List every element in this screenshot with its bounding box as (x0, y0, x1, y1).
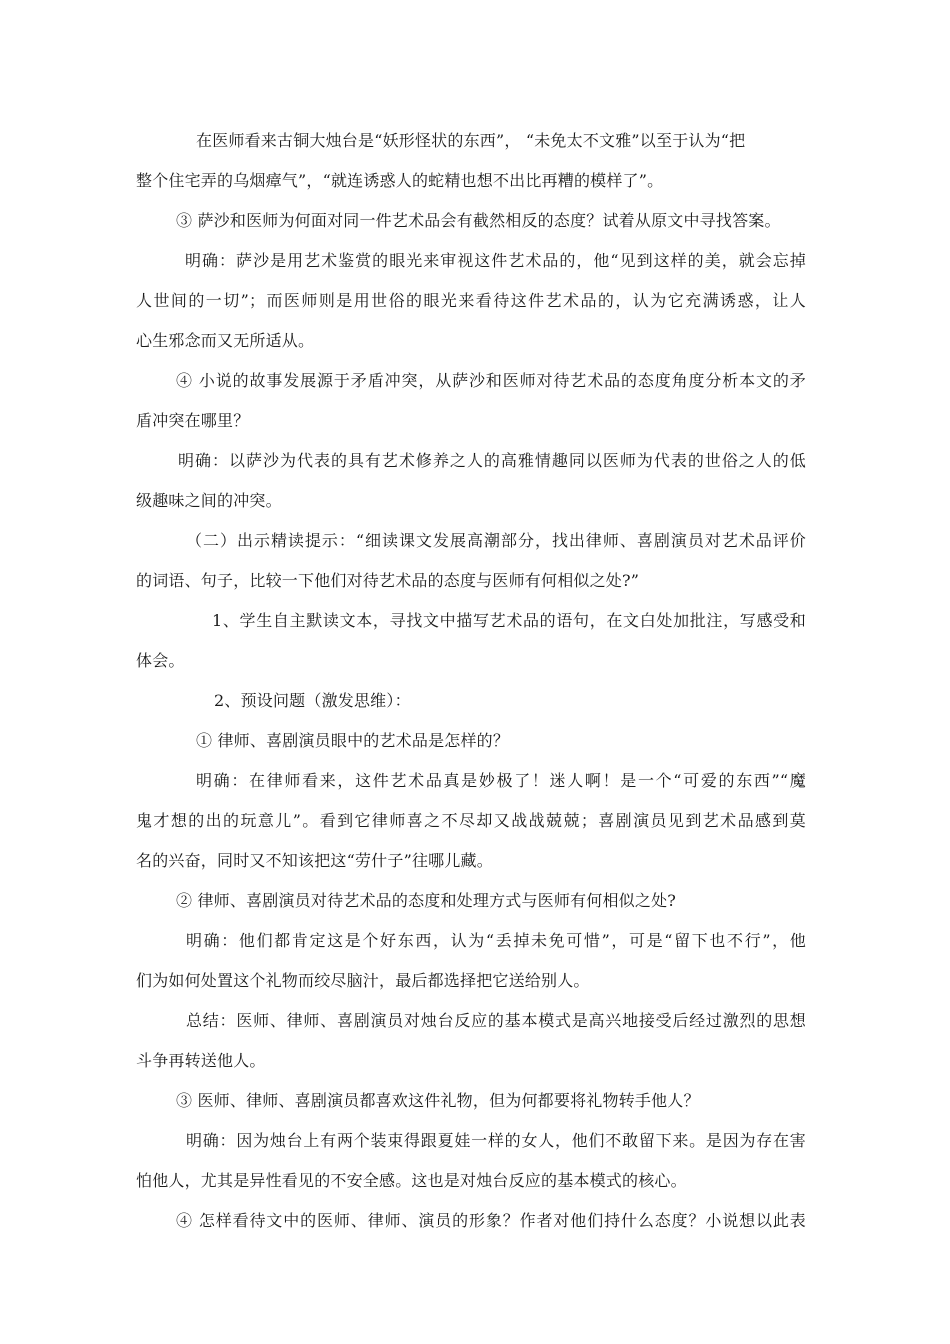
paragraph-line: 心生邪念而又无所适从。 (136, 331, 315, 350)
paragraph-line: 明确：因为烛台上有两个装束得跟夏娃一样的女人，他们不敢留下来。是因为存在害 (186, 1131, 806, 1150)
paragraph-line: 怕他人，尤其是异性看见的不安全感。这也是对烛台反应的基本模式的核心。 (136, 1171, 687, 1190)
question-4-line: ④ 小说的故事发展源于矛盾冲突，从萨沙和医师对待艺术品的态度角度分析本文的矛 (176, 371, 806, 390)
paragraph-line: 的词语、句子，比较一下他们对待艺术品的态度与医师有何相似之处?” (136, 571, 640, 590)
paragraph-line: 明确：在律师看来，这件艺术品真是妙极了！迷人啊！是一个“可爱的东西”“魔 (196, 771, 806, 790)
paragraph-line: 盾冲突在哪里？ (136, 411, 250, 430)
paragraph-line: 明确：以萨沙为代表的具有艺术修养之人的高雅情趣同以医师为代表的世俗之人的低 (178, 451, 806, 470)
question-4b-line: ④ 怎样看待文中的医师、律师、演员的形象？作者对他们持什么态度？小说想以此表 (176, 1211, 806, 1230)
paragraph-line: 斗争再转送他人。 (136, 1051, 266, 1070)
paragraph-line: 明确：萨沙是用艺术鉴赏的眼光来审视这件艺术品的，他“见到这样的美，就会忘掉 (185, 251, 806, 270)
question-3-line: ③ 萨沙和医师为何面对同一件艺术品会有截然相反的态度？试着从原文中寻找答案。 (176, 211, 781, 230)
paragraph-line: 整个住宅弄的乌烟瘴气”，“就连诱惑人的蛇精也想不出比再糟的模样了”。 (136, 171, 664, 190)
paragraph-line: 在医师看来古铜大烛台是“妖形怪状的东西”， “未免太不文雅”以至于认为“把 (196, 131, 746, 150)
paragraph-line: 明确：他们都肯定这是个好东西，认为“丢掉未免可惜”，可是“留下也不行”，他 (186, 931, 806, 950)
question-1-line: ① 律师、喜剧演员眼中的艺术品是怎样的？ (196, 731, 510, 750)
paragraph-line: 体会。 (136, 651, 185, 670)
section-heading-line: （二）出示精读提示：“细读课文发展高潮部分，找出律师、喜剧演员对艺术品评价 (186, 531, 806, 550)
paragraph-line: 级趣味之间的冲突。 (136, 491, 282, 510)
question-2-line: ② 律师、喜剧演员对待艺术品的态度和处理方式与医师有何相似之处? (176, 891, 677, 910)
paragraph-line: 人世间的一切”；而医师则是用世俗的眼光来看待这件艺术品的，认为它充满诱惑，让人 (136, 291, 806, 310)
paragraph-line: 们为如何处置这个礼物而绞尽脑汁，最后都选择把它送给别人。 (136, 971, 590, 990)
summary-line: 总结：医师、律师、喜剧演员对烛台反应的基本模式是高兴地接受后经过激烈的思想 (186, 1011, 806, 1030)
paragraph-line: 鬼才想的出的玩意儿”。看到它律师喜之不尽却又战战兢兢；喜剧演员见到艺术品感到莫 (136, 811, 806, 830)
question-3b-line: ③ 医师、律师、喜剧演员都喜欢这件礼物，但为何都要将礼物转手他人？ (176, 1091, 700, 1110)
paragraph-line: 名的兴奋，同时又不知该把这“劳什子”往哪儿藏。 (136, 851, 493, 870)
paragraph-line: 2、预设问题（激发思维）： (214, 691, 411, 710)
paragraph-line: 1、学生自主默读文本，寻找文中描写艺术品的语句，在文白处加批注，写感受和 (212, 611, 806, 630)
